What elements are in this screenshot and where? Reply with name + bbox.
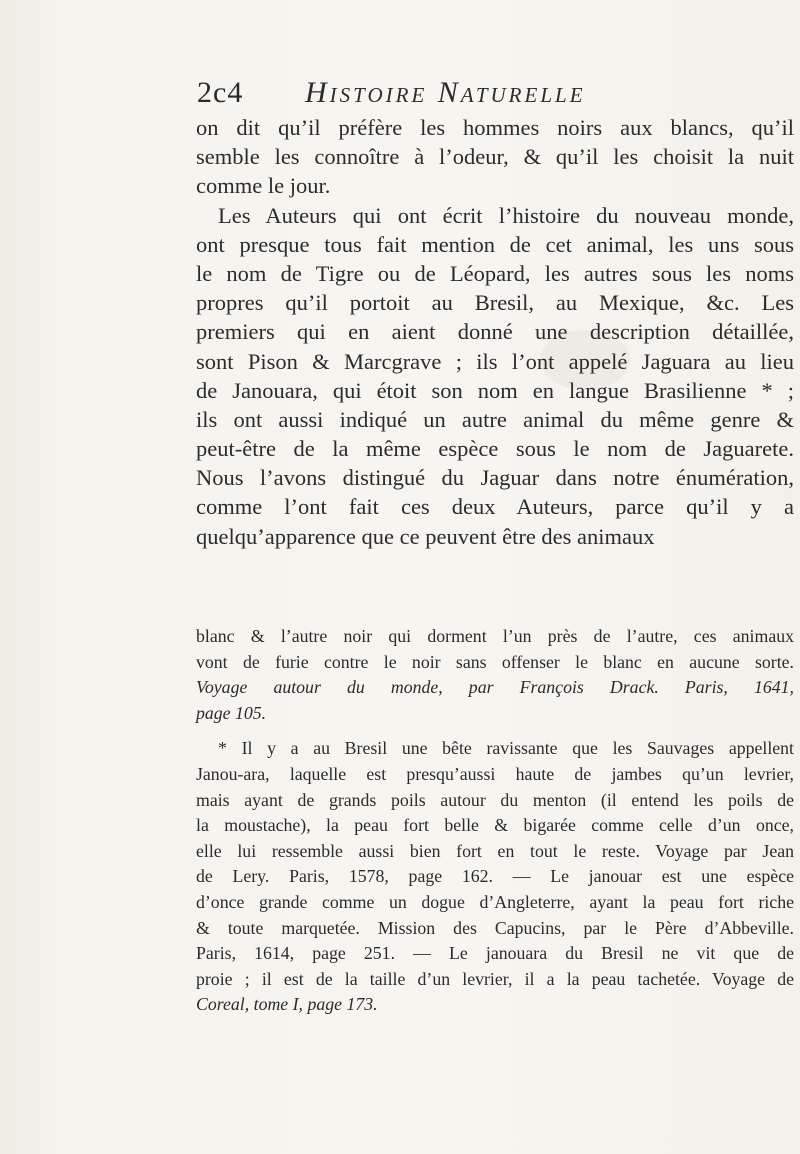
note-line: mais ayant de grands poils autour du menton (il entend les poils de	[196, 789, 794, 810]
text-line: comme le jour.	[196, 173, 331, 199]
text-line: peut-être de la même espèce sous le nom de Jaguarete.	[196, 436, 794, 462]
text-line: premiers qui en aient donné une description détaillée,	[196, 319, 794, 345]
text-line: de Janouara, qui étoit son nom en langue Brasilienne * ;	[196, 377, 794, 403]
text-line: Les Auteurs qui ont écrit l’histoire du nouveau monde,	[218, 202, 794, 228]
footnotes	[196, 624, 794, 1018]
text-line: Nous l’avons distingué du Jaguar dans notre énumération,	[196, 465, 794, 491]
note-line: elle lui ressemble aussi bien fort en tout le reste. Voyage par Jean	[196, 840, 794, 861]
note-line: page 105.	[196, 702, 267, 723]
text-line: propres qu’il portoit au Bresil, au Mexique, &c. Les	[196, 290, 794, 316]
note-line: Voyage autour du monde, par François Drack. Paris, 1641,	[196, 677, 794, 698]
text-line: ont presque tous fait mention de cet animal, les uns sous	[196, 231, 794, 257]
text-line: sont Pison & Marcgrave ; ils l’ont appelé Jaguara au lieu	[196, 348, 794, 374]
note-line: blanc & l’autre noir qui dorment l’un près de l’autre, ces animaux	[196, 626, 794, 646]
text-line: ils ont aussi indiqué un autre animal du même genre &	[196, 406, 794, 432]
text-line: on dit qu’il préfère les hommes noirs aux blancs, qu’il	[196, 115, 794, 140]
note-line: proie ; il est de la taille d’un levrier, il a la peau tachetée. Voyage de	[196, 968, 794, 989]
note-line: Paris, 1614, page 251. — Le janouara du Bresil ne vit que de	[196, 943, 794, 964]
note-line: d’once grande comme un dogue d’Angleterre, ayant la peau fort riche	[196, 891, 794, 912]
text-line: quelqu’apparence que ce peuvent être des animaux	[196, 523, 655, 549]
page-header	[197, 76, 637, 116]
text-line: le nom de Tigre ou de Léopard, les autres sous les noms	[196, 260, 794, 286]
note-gap	[196, 726, 794, 736]
note-line: Coreal, tome I, page 173.	[196, 994, 378, 1015]
note-line: Janou-ara, laquelle est presqu’aussi haute de jambes qu’un levrier,	[196, 763, 794, 784]
main-text	[196, 113, 794, 551]
note-line: vont de furie contre le noir sans offenser le blanc en aucune sorte.	[196, 651, 794, 672]
text-line: semble les connoître à l’odeur, & qu’il les choisit la nuit	[196, 144, 794, 170]
note-line: & toute marquetée. Mission des Capucins, par le Père d’Abbeville.	[196, 917, 794, 938]
page-number: 2c4	[197, 76, 244, 109]
running-title: Histoire Naturelle	[305, 76, 586, 109]
text-line: comme l’ont fait ces deux Auteurs, parce qu’il y a	[196, 494, 794, 520]
note-line: la moustache), la peau fort belle & bigarée comme celle d’un once,	[196, 815, 794, 836]
note-line: de Lery. Paris, 1578, page 162. — Le janouar est une espèce	[196, 866, 794, 887]
note-line: * Il y a au Bresil une bête ravissante que les Sauvages appellent	[218, 738, 794, 759]
